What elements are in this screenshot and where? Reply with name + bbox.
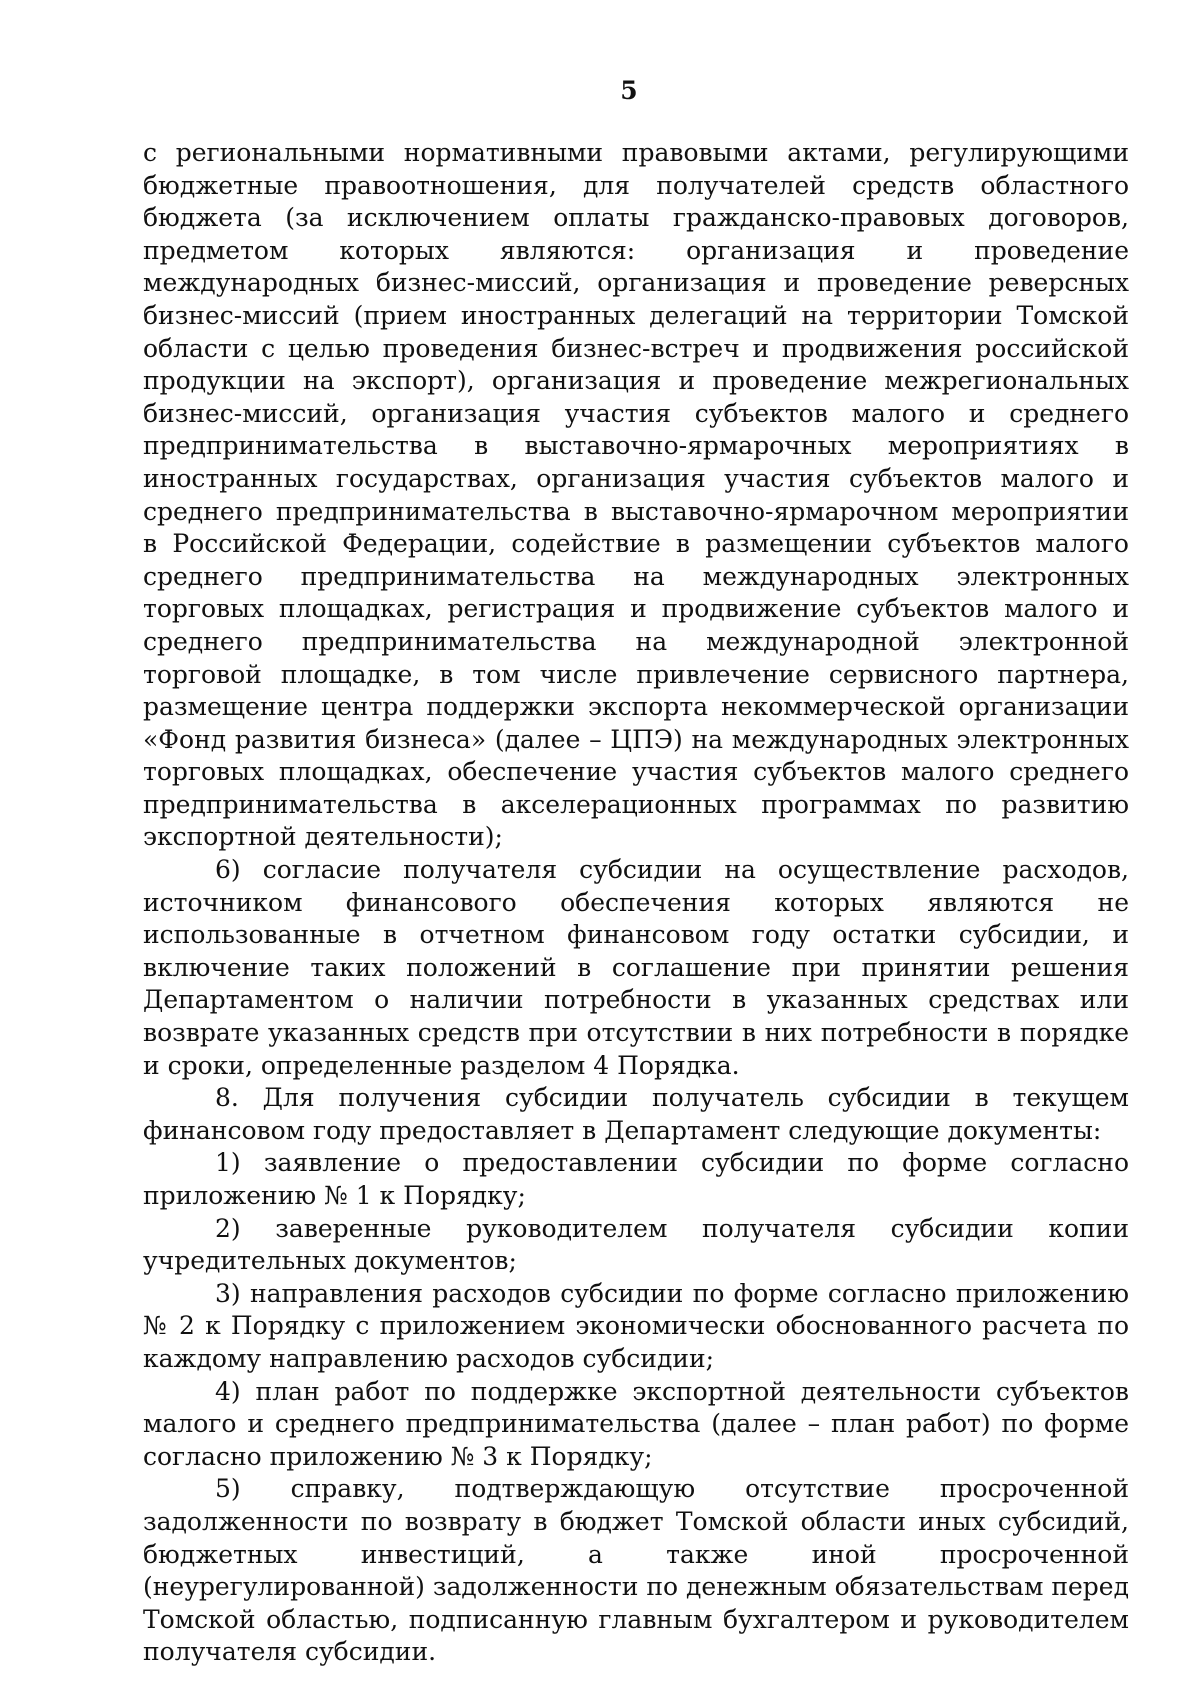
paragraph-section-8: 8. Для получения субсидии получатель субсидии в текущем финансовом году предоставляет в Департамент следующие документы: xyxy=(143,1083,1129,1145)
paragraph-item-6: 6) согласие получателя субсидии на осуществление расходов, источником финансового обеспечения которых являются не использованные в отчетном финансовом году остатки субсидии, и включение таких положений в соглашение при принятии решения Департаментом о наличии потребности в указанных средствах или возврате указанных средств при отсутствии в них потребности в порядке и сроки, определенные разделом 4 Порядка. xyxy=(143,855,1129,1080)
paragraph-item-5: 5) справку, подтверждающую отсутствие просроченной задолженности по возврату в бюджет Томской области иных субсидий, бюджетных инвестиций, а также иной просроченной (неурегулированной) задолженности по денежным обязательствам перед Томской областью, подписанную главным бухгалтером и руководителем получателя субсидии. xyxy=(143,1474,1129,1667)
paragraph-item-1: 1) заявление о предоставлении субсидии по форме согласно приложению № 1 к Порядку; xyxy=(143,1148,1129,1210)
paragraph-continuation: с региональными нормативными правовыми актами, регулирующими бюджетные правоотношения, для получателей средств областного бюджета (за исключением оплаты гражданско-правовых договоров, предметом которых являются: организация и проведение международных бизнес-миссий, организация и проведение реверсных бизнес-миссий (прием иностранных делегаций на территории Томской области с целью проведения бизнес-встреч и продвижения российской продукции на экспорт), организация и проведение межрегиональных бизнес-миссий, организация участия субъектов малого и среднего предпринимательства в выставочно-ярмарочных мероприятиях в иностранных государствах, организация участия субъектов малого и среднего предпринимательства в выставочно-ярмарочном мероприятии в Российской Федерации, содействие в размещении субъектов малого среднего предпринимательства на международных электронных торговых площадках, регистрация и продвижение субъектов малого и среднего предпринимательства на международной электронной торговой площадке, в том числе привлечение сервисного партнера, размещение центра поддержки экспорта некоммерческой организации «Фонд развития бизнеса» (далее – ЦПЭ) на международных электронных торговых площадках, обеспечение участия субъектов малого среднего предпринимательства в акселерационных программах по развитию экспортной деятельности); xyxy=(143,138,1129,852)
page-number: 5 xyxy=(620,76,638,105)
document-body xyxy=(143,137,1129,1669)
paragraph-item-4: 4) план работ по поддержке экспортной деятельности субъектов малого и среднего предпринимательства (далее – план работ) по форме согласно приложению № 3 к Порядку; xyxy=(143,1376,1129,1471)
paragraph-item-2: 2) заверенные руководителем получателя субсидии копии учредительных документов; xyxy=(143,1213,1129,1276)
paragraph-item-3: 3) направления расходов субсидии по форме согласно приложению № 2 к Порядку с приложением экономически обоснованного расчета по каждому направлению расходов субсидии; xyxy=(143,1278,1129,1373)
